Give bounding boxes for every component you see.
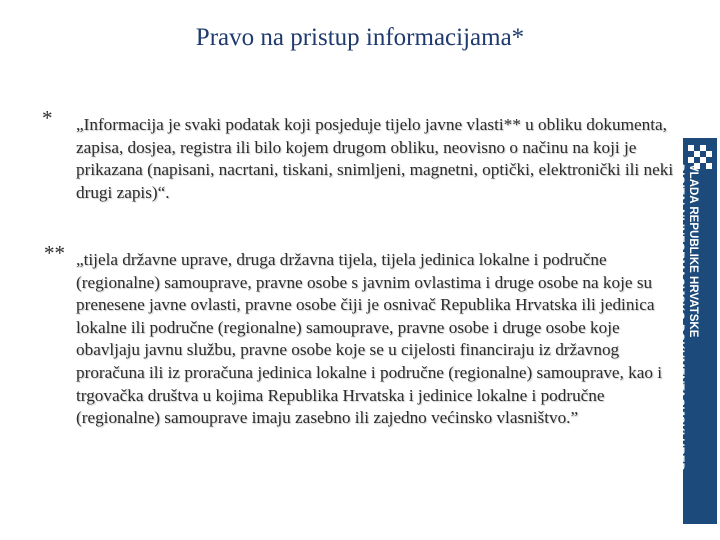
information-definition-paragraph: „Informacija je svaki podatak koji posjeduje tijelo javne vlasti** u obliku dokumenta, zapisa, dosjea, registra ili bilo kojem drugom obliku, neovisno o načinu na koji je prikazana (napisani, nacrtani, tiskani, snimljeni, magnetni, optički, elektronički ili neki drugi zapis)“.	[76, 115, 674, 202]
footnote-marker-single: *	[42, 106, 53, 130]
footnote-marker-double: **	[44, 241, 65, 265]
logo-text	[672, 164, 700, 517]
logo-line-government: VLADA REPUBLIKE HRVATSKE	[687, 164, 699, 338]
government-office-logo-bar	[673, 138, 717, 524]
logo-line-office: DIGITALNI INFORMACIJSKO-DOKUMENTACIJSKI URED	[673, 164, 685, 471]
slide-title: Pravo na pristup informacijama*	[195, 24, 525, 51]
public-authority-definition-paragraph: „tijela državne uprave, druga državna tijela, tijela jedinica lokalne i područne (regionalne) samouprave, pravne osobe s javnim ovlastima i druge osobe na koje su prenesene javne ovlasti, pravne osobe čiji je osnivač Republika Hrvatska ili jedinica lokalne ili područne (regionalne) samouprave, pravne osobe i druge osobe koje obavljaju javnu službu, pravne osobe koje se u cijelosti financiraju iz državnog proračuna ili iz proračuna jedinica lokalne i područne (regionalne) samouprave, kao i trgovačka društva u kojima Republika Hrvatska i jedinice lokalne i područne (regionalne) samouprave imaju zasebno ili zajedno većinsko vlasništvo.”	[76, 250, 663, 428]
